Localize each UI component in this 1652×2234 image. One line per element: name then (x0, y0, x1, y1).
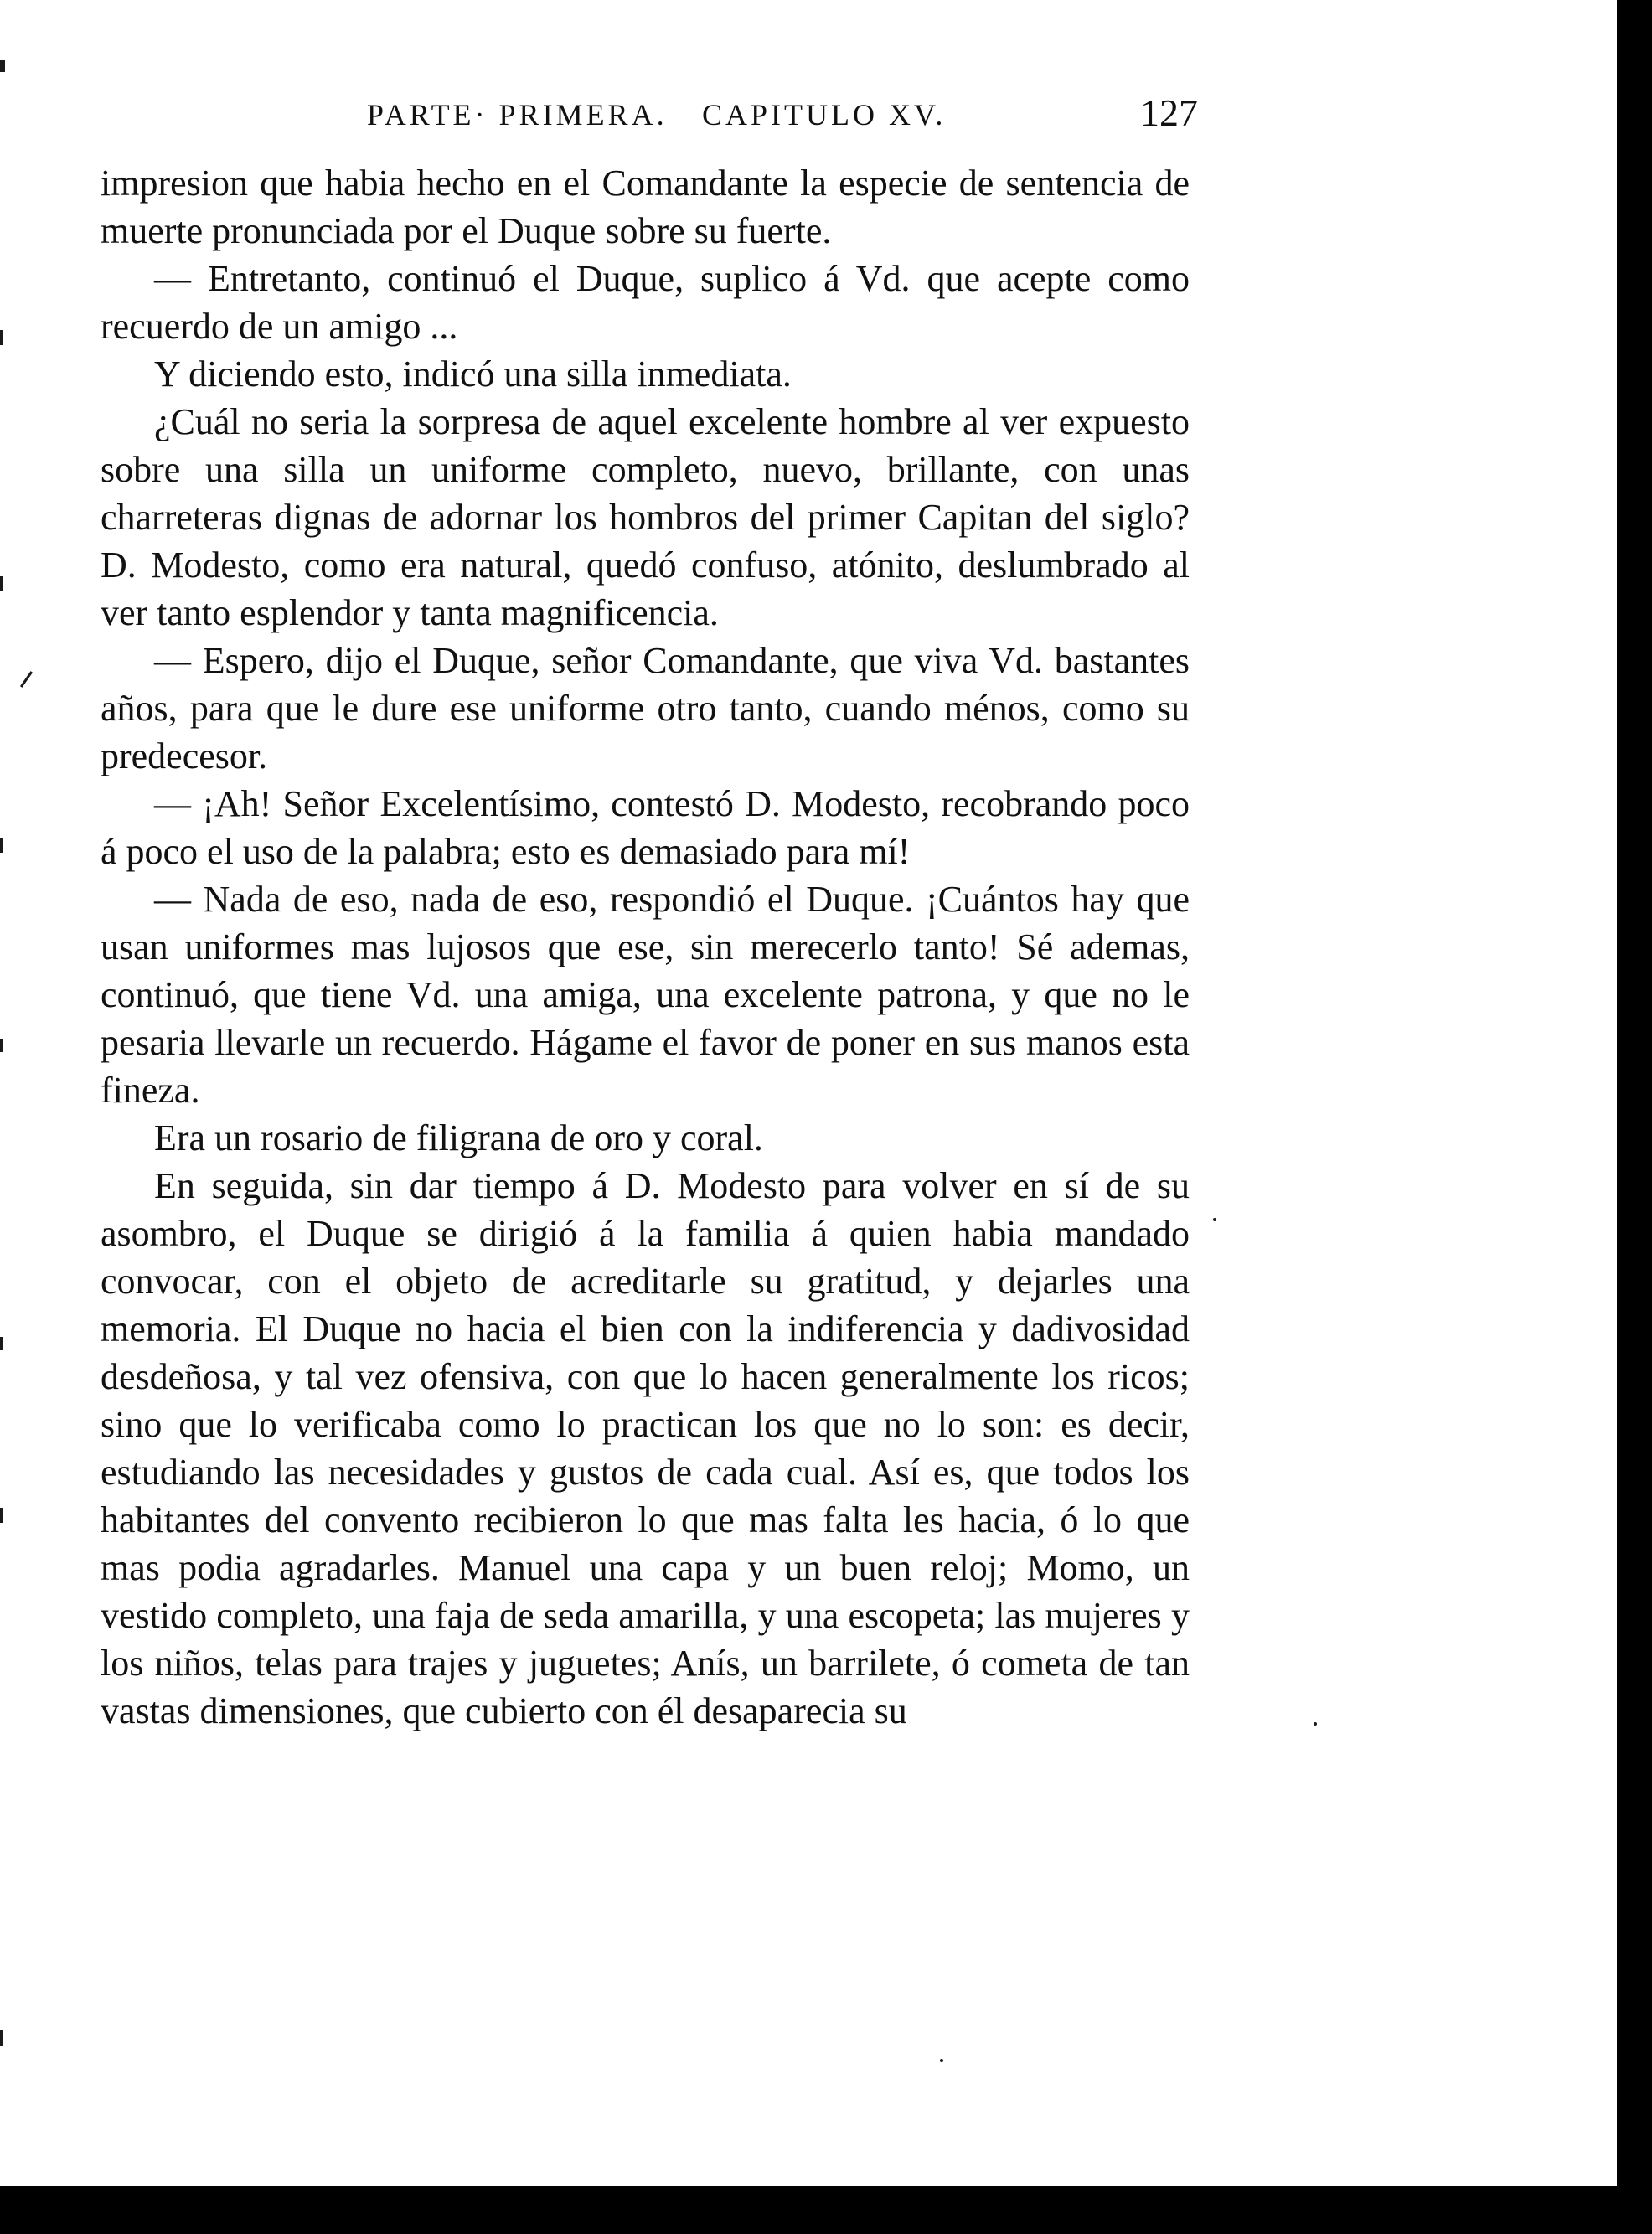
paragraph-8: Era un rosario de filigrana de oro y coral. (154, 1117, 763, 1158)
page-number: 127 (1140, 91, 1198, 134)
paragraph-1: impresion que habia hecho en el Comandante la especie de sentencia de muerte pronunciada por el Duque sobre su fuerte. (101, 163, 1190, 251)
scan-speck (20, 671, 33, 688)
paragraph-6: — ¡Ah! Señor Excelentísimo, contestó D. Modesto, recobrando poco á poco el uso de la palabra; esto es demasiado para mí! (101, 783, 1190, 872)
paragraph-2: — Entretanto, continuó el Duque, suplico á Vd. que acepte como recuerdo de un amigo ... (101, 258, 1190, 347)
scan-speck (0, 1039, 3, 1052)
paragraph-9: En seguida, sin dar tiempo á D. Modesto para volver en sí de su asombro, el Duque se dirigió á la familia á quien habia mandado convocar, con el objeto de acreditarle su gratitud, y dejarles una memoria. El Duque no hacia el bien con la indiferencia y dadivosidad desdeñosa, y tal vez ofensiva, con que lo hacen generalmente los ricos; sino que lo verificaba como lo practican los que no lo son: es decir, estudiando las necesidades y gustos de cada cual. Así es, que todos los habitantes del convento recibieron lo que mas falta les hacia, ó lo que mas podia agradarles. Manuel una capa y un buen reloj; Momo, un vestido completo, una faja de seda amarilla, y una escopeta; las mujeres y los niños, telas para trajes y juguetes; Anís, un barrilete, ó cometa de tan vastas dimensiones, que cubierto con él desaparecia su (101, 1165, 1190, 1731)
paragraph-5: — Espero, dijo el Duque, señor Comandante, que viva Vd. bastantes años, para que le dure ese uniforme otro tanto, cuando ménos, como su predecesor. (101, 640, 1190, 776)
scan-speck (0, 1337, 3, 1350)
part-title: PARTE· PRIMERA. (367, 98, 668, 132)
scan-speck (1213, 1218, 1216, 1221)
scan-speck (0, 1508, 3, 1523)
scan-speck (0, 330, 3, 345)
scan-speck (0, 2030, 3, 2046)
paragraph-4: ¿Cuál no seria la sorpresa de aquel excelente hombre al ver expuesto sobre una silla un uniforme completo, nuevo, brillante, con unas charreteras dignas de adornar los hombros del primer Capitan del siglo? D. Modesto, como era natural, quedó confuso, atónito, deslumbrado al ver tanto esplendor y tanta magnificencia. (101, 401, 1190, 633)
body-text (101, 159, 1190, 1735)
scan-speck (0, 576, 3, 591)
paragraph-7: — Nada de eso, nada de eso, respondió el Duque. ¡Cuántos hay que usan uniformes mas lujosos que ese, sin merecerlo tanto! Sé ademas, continuó, que tiene Vd. una amiga, una excelente patrona, y que no le pesaria llevarle un recuerdo. Hágame el favor de poner en sus manos esta fineza. (101, 879, 1190, 1111)
paragraph-3: Y diciendo esto, indicó una silla inmediata. (154, 353, 792, 395)
scan-speck (0, 838, 3, 853)
scan-speck (0, 60, 5, 72)
running-head (367, 90, 1198, 141)
scan-speck (940, 2059, 943, 2062)
scan-speck (1314, 1722, 1317, 1726)
chapter-title: CAPITULO XV. (702, 98, 947, 132)
